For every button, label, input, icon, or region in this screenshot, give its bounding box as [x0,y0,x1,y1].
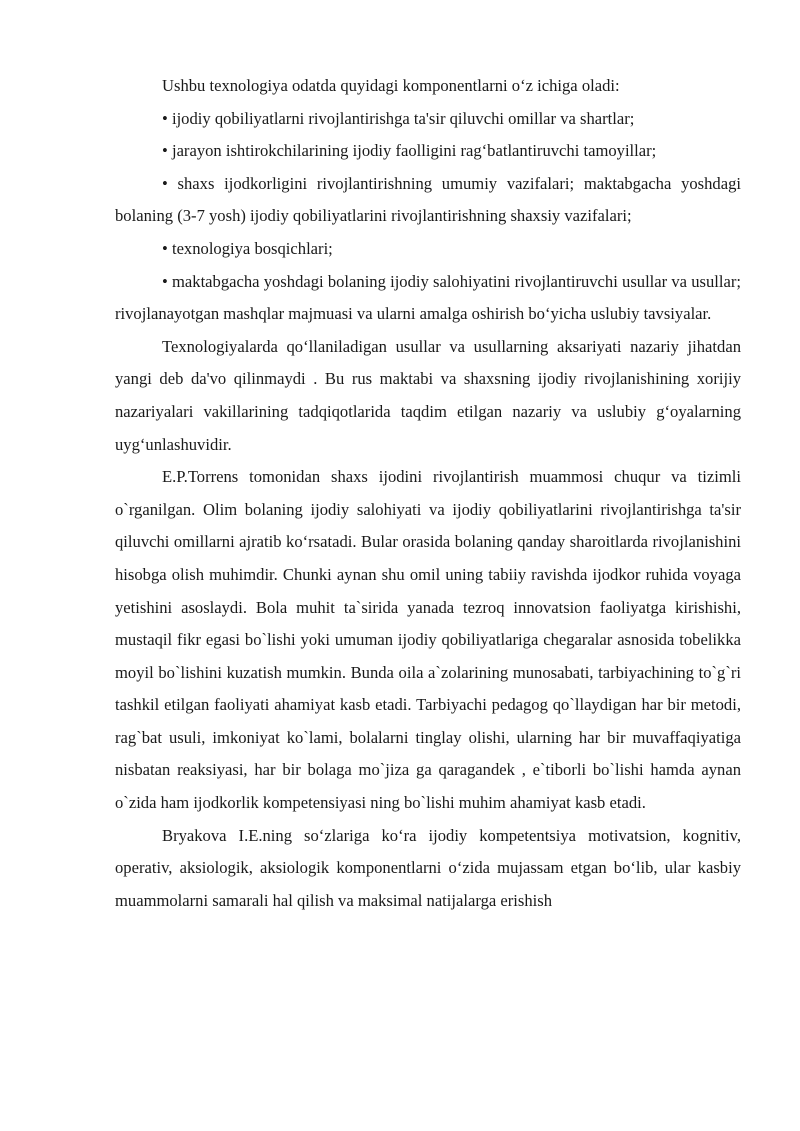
list-item-stages: • texnologiya bosqichlari; [162,238,333,258]
list-item-tasks: • shaxs ijodkorligini rivojlantirishning umumiy vazifalari; maktabgacha yoshdagi bolaning (3-7 yosh) ijodiy qobiliyatlarini rivojlantirishning shaxsiy vazifalari; [115,173,741,226]
list-item-factors: • ijodiy qobiliyatlarni rivojlantirishga ta'sir qiluvchi omillar va shartlar; [162,108,635,128]
paragraph-bryakova: Bryakova I.E.ning so‘zlariga ko‘ra ijodiy kompetentsiya motivatsion, kognitiv, operativ, aksiologik, aksiologik komponentlarni o‘zida mujassam etgan bo‘lib, ular kasbiy muammolarni samarali hal qilish va maksimal natijalarga erishish [115,825,741,910]
paragraph-torrens: E.P.Torrens tomonidan shaxs ijodini rivojlantirish muammosi chuqur va tizimli o`rganilgan. Olim bolaning ijodiy salohiyati va ijodiy qobiliyatlarini rivojlantirishga ta'sir qiluvchi omillarni ajratib ko‘rsatadi. Bular orasida bolaning qanday sharoitlarda rivojlanishini hisobga olish muhimdir. Chunki aynan shu omil uning tabiiy ravishda ijodkor ruhida voyaga yetishini asoslaydi. Bola muhit ta`sirida yanada tezroq innovatsion faoliyatga kirishishi, mustaqil fikr egasi bo`lishi yoki umuman ijodiy qobiliyatlariga chegaralar asnosida tobelikka moyil bo`lishini kuzatish mumkin. Bunda oila a`zolarining munosabati, tarbiyachining to`g`ri tashkil etilgan faoliyati ahamiyat kasb etadi. Tarbiyachi pedagog qo`llaydigan har bir metodi, rag`bat usuli, imkoniyat ko`lami, bolalarni tinglay olishi, ularning har bir muvaffaqiyatiga nisbatan reaksiyasi, har bir bolaga mo`jiza ga qaragandek , e`tiborli bo`lishi hamda aynan o`zida ham ijodkorlik kompetensiyasi ning bo`lishi muhim ahamiyat kasb etadi. [115,467,741,813]
paragraph-technologies: Texnologiyalarda qo‘llaniladigan usullar va usullarning aksariyati nazariy jihatdan yangi deb da'vo qilinmaydi . Bu rus maktabi va shaxsning ijodiy rivojlanishining xorijiy nazariyalari vakillarining tadqiqotlarida taqdim etilgan nazariy va uslubiy g‘oyalarning uyg‘unlashuvidir. [115,336,741,454]
list-item-methods: • maktabgacha yoshdagi bolaning ijodiy salohiyatini rivojlantiruvchi usullar va usullar; rivojlanayotgan mashqlar majmuasi va ularni amalga oshirish bo‘yicha uslubiy tavsiyalar. [115,271,741,324]
paragraph-intro: Ushbu texnologiya odatda quyidagi komponentlarni o‘z ichiga oladi: [162,76,620,95]
list-item-principles: • jarayon ishtirokchilarining ijodiy faolligini rag‘batlantiruvchi tamoyillar; [162,141,657,161]
body-text [115,70,741,917]
